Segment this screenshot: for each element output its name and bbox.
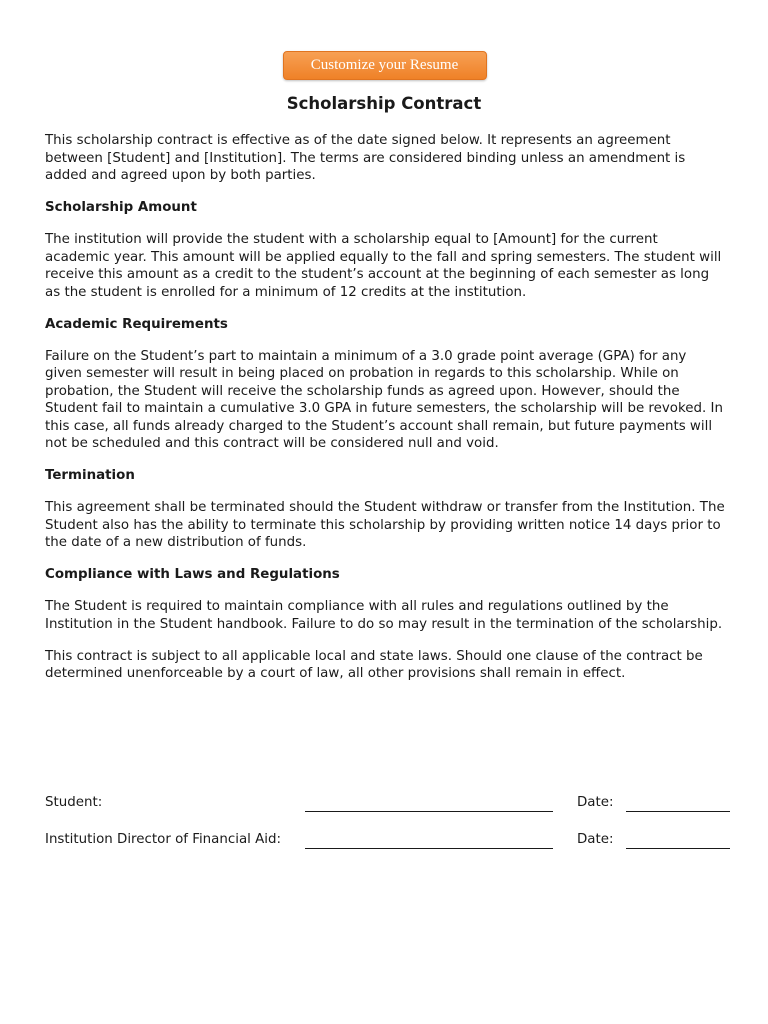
section-heading-termination: Termination — [45, 468, 135, 483]
director-date-line[interactable] — [626, 848, 730, 849]
scholarship-amount-paragraph: The institution will provide the student with a scholarship equal to [Amount] for the current academic year. This amount will be applied equally to the fall and spring semesters. The student will receive this amount as a credit to the student’s account at the beginning of each semester as long as the student is enrolled for a minimum of 12 credits at the institution. — [45, 232, 722, 300]
section-heading-compliance: Compliance with Laws and Regulations — [45, 567, 340, 582]
customize-resume-button[interactable]: Customize your Resume — [283, 51, 487, 80]
director-date-label: Date: — [577, 832, 614, 847]
student-signature-row — [45, 795, 731, 815]
section-heading-academic-requirements: Academic Requirements — [45, 316, 228, 332]
intro-paragraph: This scholarship contract is effective as of the date signed below. It represents an agreement between [Student] and [Institution]. The terms are considered binding unless an amendment is added and agreed upon by both parties. — [45, 133, 686, 183]
applicable-laws-paragraph: This contract is subject to all applicable local and state laws. Should one clause of the contract be determined unenforceable by a court of law, all other provisions shall remain in effect. — [45, 648, 703, 681]
director-signature-row — [45, 832, 731, 852]
student-signature-line[interactable] — [305, 811, 553, 812]
section-heading-scholarship-amount: Scholarship Amount — [45, 200, 197, 215]
student-date-line[interactable] — [626, 811, 730, 812]
button-container — [0, 51, 768, 80]
document-body — [45, 132, 725, 683]
academic-requirements-paragraph: Failure on the Student’s part to maintain a minimum of a 3.0 grade point average (GPA) for any given semester will result in being placed on probation in regards to this scholarship. While on probation, the Student will receive the scholarship funds as agreed upon. However, should the Student fail to maintain a cumulative 3.0 GPA in future semesters, the scholarship will be revoked. In this case, all funds already charged to the Student’s account shall remain, but future payments will not be scheduled and this contract will be considered null and void. — [45, 348, 723, 451]
director-signature-label: Institution Director of Financial Aid: — [45, 832, 282, 847]
director-signature-line[interactable] — [305, 848, 553, 849]
document-title: Scholarship Contract — [286, 94, 482, 113]
student-date-label: Date: — [577, 795, 614, 810]
compliance-paragraph: The Student is required to maintain compliance with all rules and regulations outlined by the Institution in the Student handbook. Failure to do so may result in the termination of the scholarship. — [45, 599, 723, 632]
termination-paragraph: This agreement shall be terminated should the Student withdraw or transfer from the Institution. The Student also has the ability to terminate this scholarship by providing written notice 14 days prior to the date of a new distribution of funds. — [45, 500, 725, 550]
student-signature-label: Student: — [45, 795, 103, 810]
